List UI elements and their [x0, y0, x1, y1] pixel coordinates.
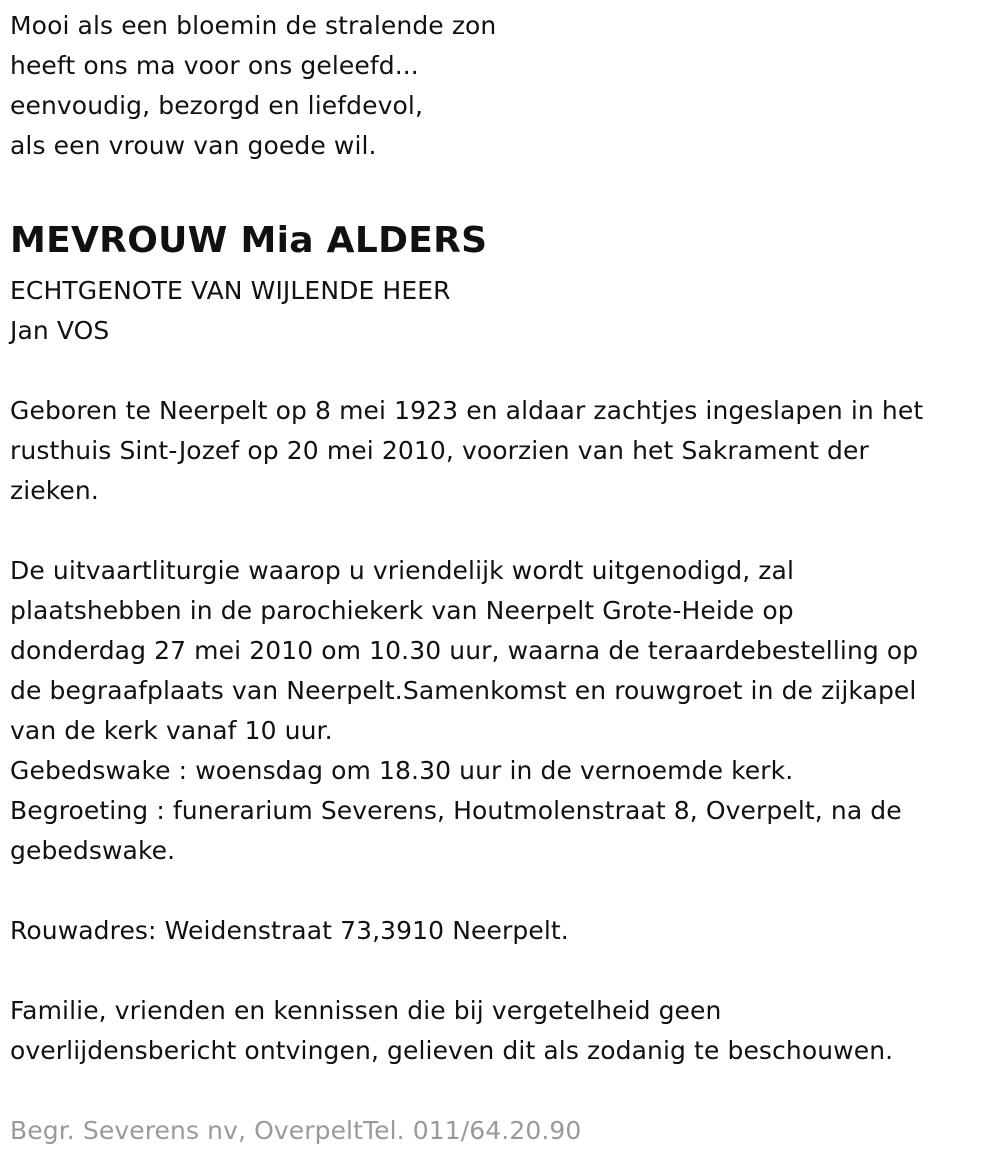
paragraph-line: Geboren te Neerpelt op 8 mei 1923 en aldaar zachtjes ingeslapen in het: [10, 396, 924, 425]
poem-line: als een vrouw van goede wil.: [10, 131, 377, 160]
paragraph-line: zieken.: [10, 476, 99, 505]
poem: [10, 6, 985, 166]
relation-text: ECHTGENOTE VAN WIJLENDE HEER: [10, 276, 451, 305]
paragraph-line: donderdag 27 mei 2010 om 10.30 uur, waarna de teraardebestelling op: [10, 636, 919, 665]
visitation-line: Begroeting : funerarium Severens, Houtmolenstraat 8, Overpelt, na de: [10, 796, 902, 825]
spacer: [10, 1071, 985, 1111]
spacer: [10, 166, 985, 211]
funeral-paragraph: [10, 551, 985, 871]
spacer: [10, 951, 985, 991]
deceased-block: [10, 211, 985, 351]
spouse-name: Jan VOS: [10, 316, 110, 345]
notice-paragraph: [10, 991, 985, 1071]
paragraph-line: De uitvaartliturgie waarop u vriendelijk wordt uitgenodigd, zal: [10, 556, 794, 585]
prayer-vigil-line: Gebedswake : woensdag om 18.30 uur in de vernoemde kerk.: [10, 756, 794, 785]
mourning-address: Rouwadres: Weidenstraat 73,3910 Neerpelt.: [10, 916, 569, 945]
paragraph-line: de begraafplaats van Neerpelt.Samenkomst en rouwgroet in de zijkapel: [10, 676, 917, 705]
spacer: [10, 871, 985, 911]
poem-line: Mooi als een bloemin de stralende zon: [10, 11, 497, 40]
funeral-home-footer: Begr. Severens nv, OverpeltTel. 011/64.20.90: [10, 1116, 582, 1145]
spacer: [10, 511, 985, 551]
poem-line: eenvoudig, bezorgd en liefdevol,: [10, 91, 423, 120]
birth-death-paragraph: [10, 391, 985, 511]
spacer: [10, 351, 985, 391]
poem-line: heeft ons ma voor ons geleefd...: [10, 51, 419, 80]
paragraph-line: van de kerk vanaf 10 uur.: [10, 716, 333, 745]
paragraph-line: rusthuis Sint-Jozef op 20 mei 2010, voorzien van het Sakrament der: [10, 436, 869, 465]
paragraph-line: plaatshebben in de parochiekerk van Neerpelt Grote-Heide op: [10, 596, 794, 625]
paragraph-line: gebedswake.: [10, 836, 176, 865]
deceased-name: MEVROUW Mia ALDERS: [10, 220, 488, 261]
paragraph-line: Familie, vrienden en kennissen die bij vergetelheid geen: [10, 996, 722, 1025]
paragraph-line: overlijdensbericht ontvingen, gelieven dit als zodanig te beschouwen.: [10, 1036, 894, 1065]
obituary-notice: [10, 6, 985, 1151]
